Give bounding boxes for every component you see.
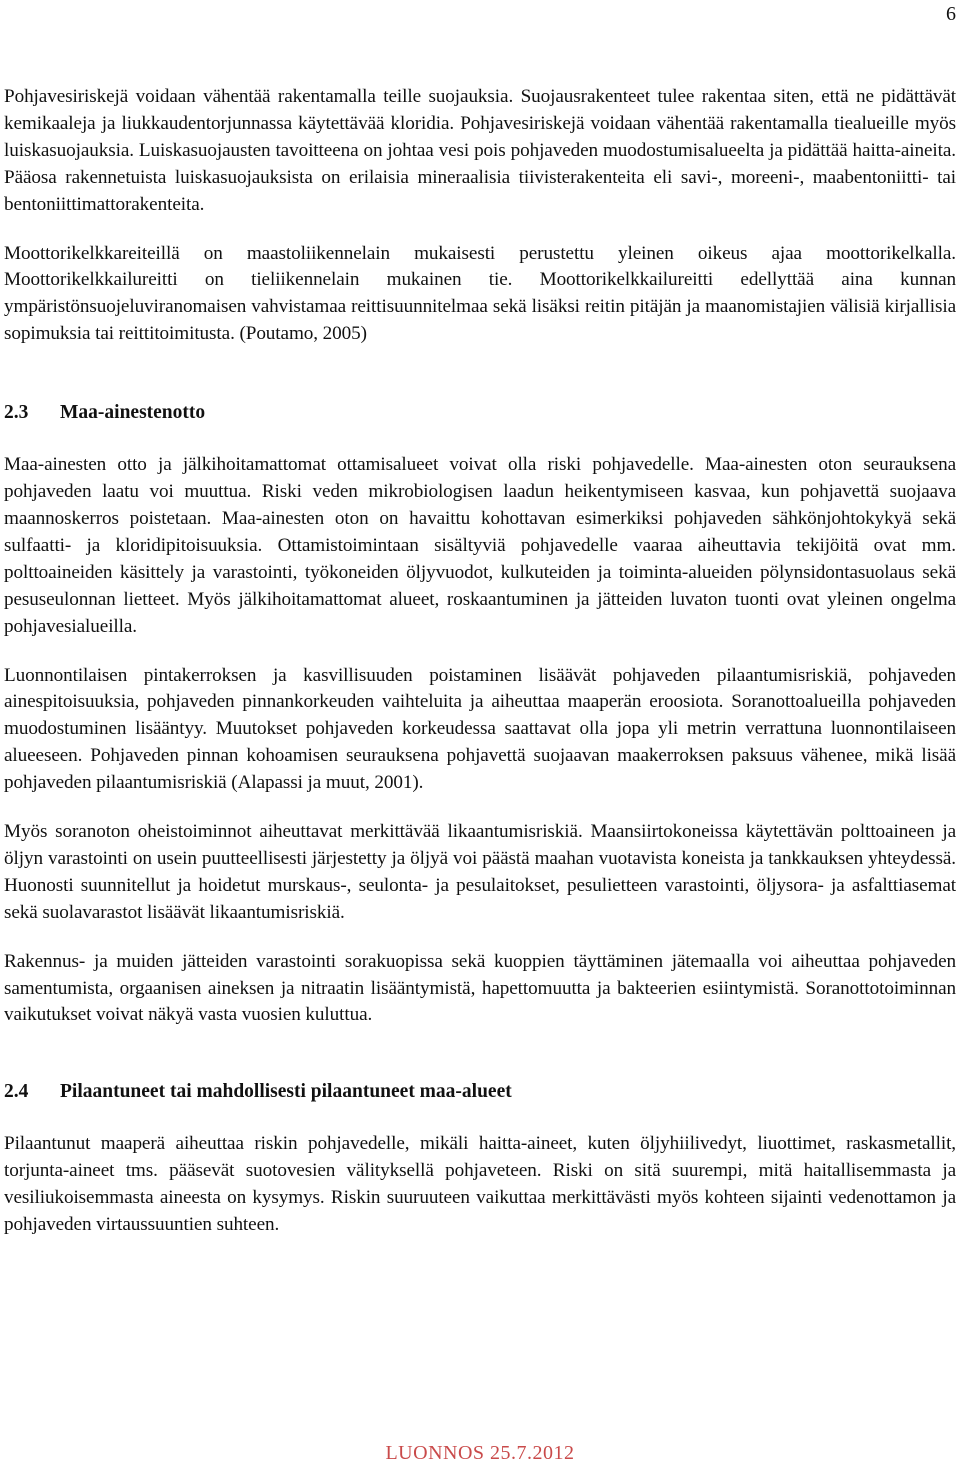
draft-stamp: LUONNOS 25.7.2012: [385, 1442, 575, 1464]
paragraph-contaminated-soil: Pilaantunut maaperä aiheuttaa riskin pohjavedelle, mikäli haitta-aineet, kuten öljyhiilivedyt, liuottimet, raskasmetallit, torjunta-aineet tms. pääsevät suotovesien välityksellä pohjaveteen. Riski on sitä suurempi, mitä haitallisemmasta ja vesiliukoisemmasta aineesta on kysymys. Riskin suuruuteen vaikuttaa merkittävästi myös kohteen sijainti vedenottamon ja pohjaveden virtaussuuntien suhteen.: [4, 1133, 956, 1236]
section-heading-2-4: [4, 1079, 956, 1105]
document-body: [4, 84, 956, 1239]
paragraph-ancillary-operations: Myös soranoton oheistoiminnot aiheuttavat merkittävää likaantumisriskiä. Maansiirtokoneissa käytettävän polttoaineen ja öljyn varastointi on usein puutteellisesti järjestetty ja öljyä voi päästä maahan vuotavista koneista ja tankkauksen yhteydessä. Huonosti suunnitellut ja hoidetut murskaus-, seulonta- ja pesulaitokset, pesulietteen varastointi, öljysora- ja asfalttiasemat sekä suolavarastot lisäävät likaantumisriskiä.: [4, 821, 956, 923]
paragraph-soil-extraction: Maa-ainesten otto ja jälkihoitamattomat ottamisalueet voivat olla riski pohjavedelle. Maa-ainesten oton seurauksena pohjaveden laatu voi muuttua. Riski veden mikrobiologisen laadun heikentymiseen kasvaa, kun pohjavettä suojaava maannoskerros poistetaan. Maa-ainesten oton on havaittu kohottavan esimerkiksi pohjaveden sähkönjohtokykyä sekä sulfaatti- ja kloridipitoisuuksia. Ottamistoimintaan sisältyviä pohjavedelle vaaraa aiheuttavia tekijöitä ovat mm. polttoaineiden käsittely ja varastointi, työkoneiden öljyvuodot, kulkuteiden ja toiminta-alueiden pölynsidontasuolaus sekä pesuseulonnan lietteet. Myös jälkihoitamattomat alueet, roskaantuminen ja jätteiden luvaton tuonti ovat yleinen ongelma pohjavesialueilla.: [4, 454, 956, 637]
section-number: 2.4: [4, 1081, 29, 1103]
paragraph-waste-storage: Rakennus- ja muiden jätteiden varastointi sorakuopissa sekä kuoppien täyttäminen jätemaalla voi aiheuttaa pohjaveden samentumista, orgaanisen aineksen ja nitraatin lisääntymistä, hapettomuutta ja bakteerien esiintymistä. Soranottotoiminnan vaikutukset voivat näkyä vasta vuosien kuluttua.: [4, 950, 956, 1026]
page-number: 6: [946, 3, 956, 25]
paragraph-surface-removal: Luonnontilaisen pintakerroksen ja kasvillisuuden poistaminen lisäävät pohjaveden pilaantumisriskiä, pohjaveden ainespitoisuuksia, pohjaveden pinnankorkeuden vaihteluita ja aiheuttaa maaperän eroosiota. Soranottoalueilla pohjaveden muodostuminen lisääntyy. Muutokset pohjaveden korkeudessa saattavat olla jopa yli metrin verrattuna luonnontilaiseen alueeseen. Pohjaveden pinnan kohoamisen seurauksena pohjavettä suojaavan maakerroksen paksuus vähenee, mikä lisää pohjaveden pilaantumisriskiä (Alapassi ja muut, 2001).: [4, 664, 956, 794]
section-number: 2.3: [4, 402, 29, 424]
section-title: Pilaantuneet tai mahdollisesti pilaantuneet maa-alueet: [60, 1081, 512, 1103]
paragraph-road-protection: Pohjavesiriskejä voidaan vähentää rakentamalla teille suojauksia. Suojausrakenteet tulee rakentaa siten, että ne pidättävät kemikaaleja ja liukkaudentorjunnassa käytettävää kloridia. Pohjavesiriskejä voidaan vähentää rakentamalla tiealueille myös luiskasuojauksia. Luiskasuojausten tavoitteena on johtaa vesi pois pohjaveden muodostumisalueelta ja pidättää haitta-aineita. Pääosa rakennetuista luiskasuojauksista on erilaisia mineraalisia tiivisterakenteita eli savi-, moreeni-, maabentoniitti- tai bentoniittimattorakenteita.: [4, 86, 956, 215]
section-heading-2-3: [4, 400, 956, 426]
paragraph-snowmobile-routes: Moottorikelkkareiteillä on maastoliikennelain mukaisesti perustettu yleinen oikeus ajaa moottorikelkalla. Moottorikelkkailureitti on tieliikennelain mukainen tie. Moottorikelkkailureitti edellyttää aina kunnan ympäristönsuojeluviranomaisen vahvistamaa reittisuunnitelmaa sekä lisäksi reitin pitäjän ja maanomistajien välisiä kirjallisia sopimuksia tai reittitoimitusta. (Poutamo, 2005): [4, 242, 956, 345]
section-title: Maa-ainestenotto: [60, 402, 206, 424]
